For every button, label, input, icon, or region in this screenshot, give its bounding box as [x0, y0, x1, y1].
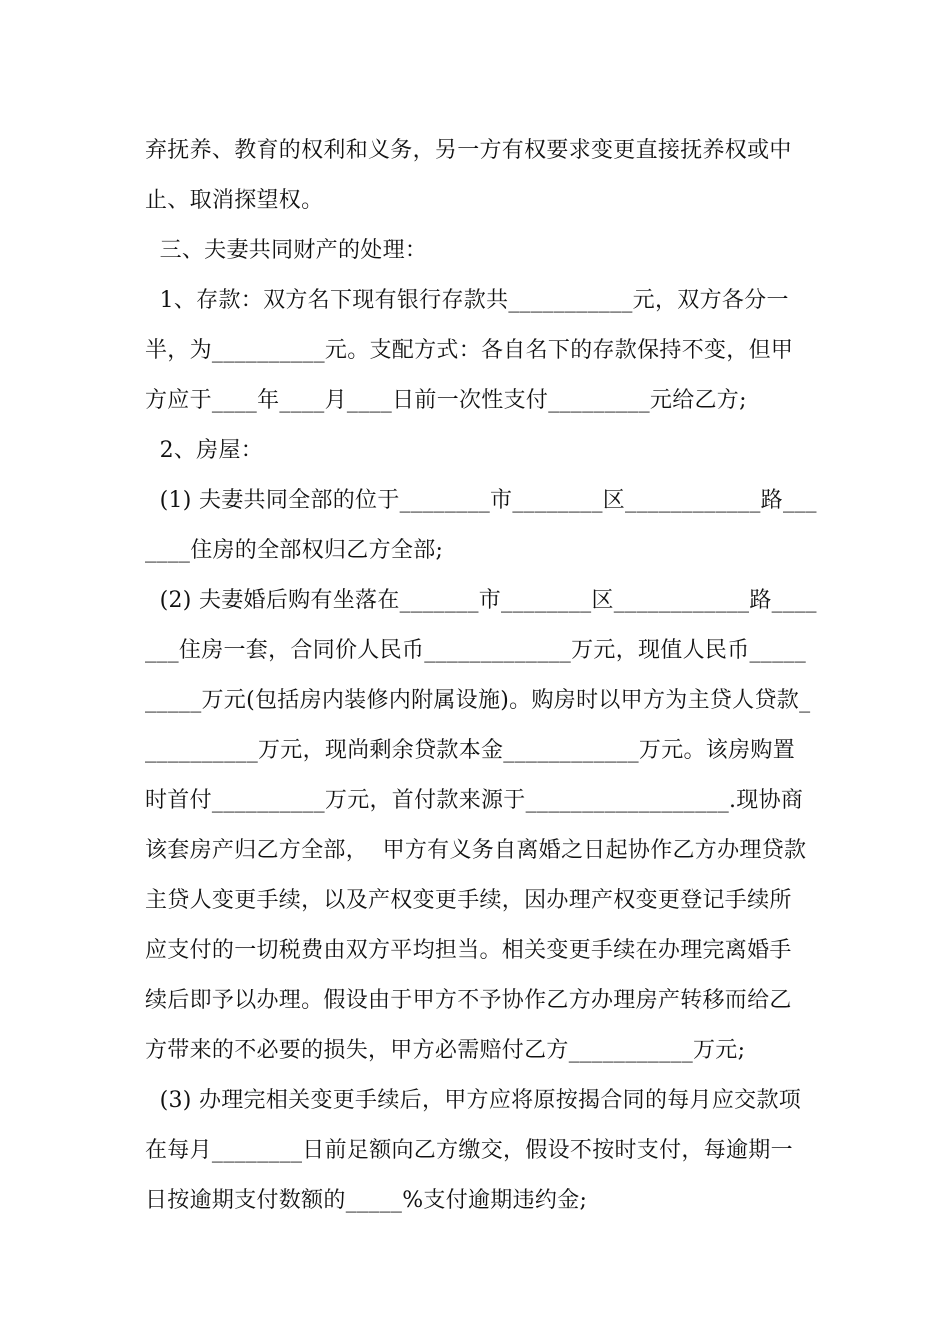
- text-line: 该套房产归乙方全部， 甲方有义务自离婚之日起协作乙方办理贷款: [145, 838, 807, 863]
- text-line: (1) 夫妻共同全部的位于________市________区____________路___: [145, 488, 817, 513]
- text-line: ____住房的全部权归乙方全部;: [145, 538, 444, 563]
- section-heading: 三、夫妻共同财产的处理：: [145, 238, 428, 263]
- text-line: (2) 夫妻婚后购有坐落在_______市________区____________路____: [145, 588, 817, 613]
- subsection-heading: 2、房屋：: [145, 438, 264, 463]
- text-line: 方应于____年____月____日前一次性支付_________元给乙方;: [145, 388, 747, 413]
- text-line: 在每月________日前足额向乙方缴交，假设不按时支付，每逾期一: [145, 1138, 793, 1163]
- text-line: 时首付__________万元，首付款来源于__________________.现协商: [145, 788, 804, 813]
- text-line: 日按逾期支付数额的_____%支付逾期违约金;: [145, 1188, 588, 1213]
- text-line: __________万元，现尚剩余贷款本金____________万元。该房购置: [145, 738, 796, 763]
- text-line: ___住房一套，合同价人民币_____________万元，现值人民币_____: [145, 638, 807, 663]
- text-line: 1、存款：双方名下现有银行存款共___________元，双方各分一: [145, 288, 789, 313]
- text-line: 续后即予以办理。假设由于甲方不予协作乙方办理房产转移而给乙: [145, 988, 792, 1013]
- text-line: 主贷人变更手续，以及产权变更手续，因办理产权变更登记手续所: [145, 888, 792, 913]
- text-line: 方带来的不必要的损失，甲方必需赔付乙方___________万元;: [145, 1038, 746, 1063]
- text-line: (3) 办理完相关变更手续后，甲方应将原按揭合同的每月应交款项: [145, 1088, 802, 1113]
- text-line: 止、取消探望权。: [145, 188, 324, 213]
- text-line: 应支付的一切税费由双方平均担当。相关变更手续在办理完离婚手: [145, 938, 792, 963]
- text-line: 弃抚养、教育的权利和义务，另一方有权要求变更直接抚养权或中: [145, 138, 792, 163]
- text-line: _____万元(包括房内装修内附属设施)。购房时以甲方为主贷人贷款_: [145, 688, 811, 713]
- text-line: 半，为__________元。支配方式：各自名下的存款保持不变，但甲: [145, 338, 794, 363]
